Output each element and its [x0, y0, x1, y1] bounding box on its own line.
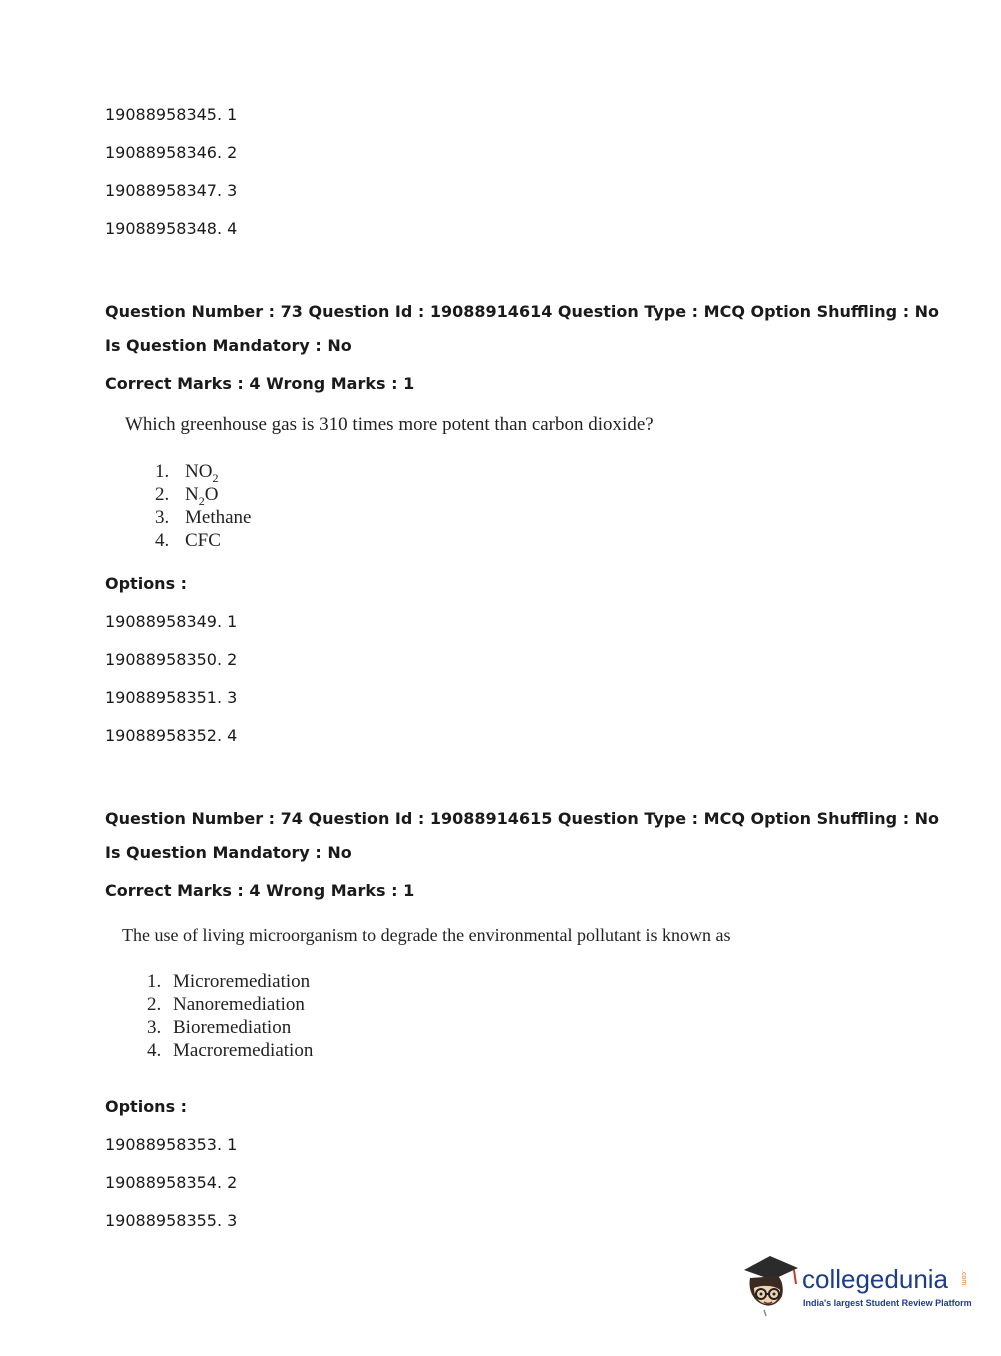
answer-choice	[155, 461, 218, 486]
option-line: 19088958353. 1	[105, 1135, 238, 1154]
choice-number: 2.	[147, 994, 162, 1015]
question-text: Which greenhouse gas is 310 times more potent than carbon dioxide?	[125, 414, 654, 435]
choice-text: Macroremediation	[173, 1040, 314, 1061]
option-line: 19088958350. 2	[105, 650, 238, 669]
option-line: 19088958348. 4	[105, 219, 238, 238]
answer-choice	[155, 530, 221, 552]
question-header: Question Number : 73 Question Id : 19088914614 Question Type : MCQ Option Shuffling : No	[105, 302, 940, 321]
answer-choice	[147, 994, 305, 1016]
logo-name: collegedunia	[802, 1264, 949, 1294]
options-label: Options :	[105, 1097, 188, 1116]
choice-number: 1.	[147, 971, 162, 992]
choice-number: 2.	[155, 484, 170, 505]
option-line: 19088958352. 4	[105, 726, 238, 745]
option-line: 19088958354. 2	[105, 1173, 238, 1192]
choice-number: 3.	[147, 1017, 162, 1038]
choice-subscript: 2	[198, 493, 205, 508]
logo-tagline: India's largest Student Review Platform	[803, 1298, 972, 1308]
option-line: 19088958355. 3	[105, 1211, 238, 1230]
choice-text: Methane	[185, 507, 252, 528]
choice-text-tail: O	[204, 484, 219, 505]
option-line: 19088958346. 2	[105, 143, 238, 162]
collegedunia-logo	[740, 1248, 970, 1318]
question-mandatory: Is Question Mandatory : No	[105, 336, 352, 355]
choice-text: CFC	[185, 530, 221, 551]
question-marks: Correct Marks : 4 Wrong Marks : 1	[105, 881, 415, 900]
options-label: Options :	[105, 574, 188, 593]
choice-text: N	[185, 484, 199, 505]
choice-subscript: 2	[212, 470, 219, 485]
choice-number: 4.	[147, 1040, 162, 1061]
option-line: 19088958351. 3	[105, 688, 238, 707]
question-header: Question Number : 74 Question Id : 19088914615 Question Type : MCQ Option Shuffling : No	[105, 809, 940, 828]
logo-suffix: .com	[960, 1270, 967, 1286]
choice-number: 4.	[155, 530, 170, 551]
answer-choice	[147, 1040, 313, 1062]
answer-choice	[155, 484, 218, 509]
answer-choice	[155, 507, 251, 529]
choice-number: 1.	[155, 461, 170, 482]
choice-text: NO	[185, 461, 213, 482]
choice-text: Nanoremediation	[173, 994, 305, 1015]
choice-text: Bioremediation	[173, 1017, 292, 1038]
question-marks: Correct Marks : 4 Wrong Marks : 1	[105, 374, 415, 393]
question-mandatory: Is Question Mandatory : No	[105, 843, 352, 862]
choice-number: 3.	[155, 507, 170, 528]
option-line: 19088958349. 1	[105, 612, 238, 631]
answer-choice	[147, 1017, 291, 1039]
question-text: The use of living microorganism to degrade the environmental pollutant is known as	[122, 925, 731, 945]
option-line: 19088958347. 3	[105, 181, 238, 200]
answer-choice	[147, 971, 310, 993]
choice-text: Microremediation	[173, 971, 311, 992]
option-line: 19088958345. 1	[105, 105, 238, 124]
student-mascot-icon	[740, 1248, 800, 1318]
